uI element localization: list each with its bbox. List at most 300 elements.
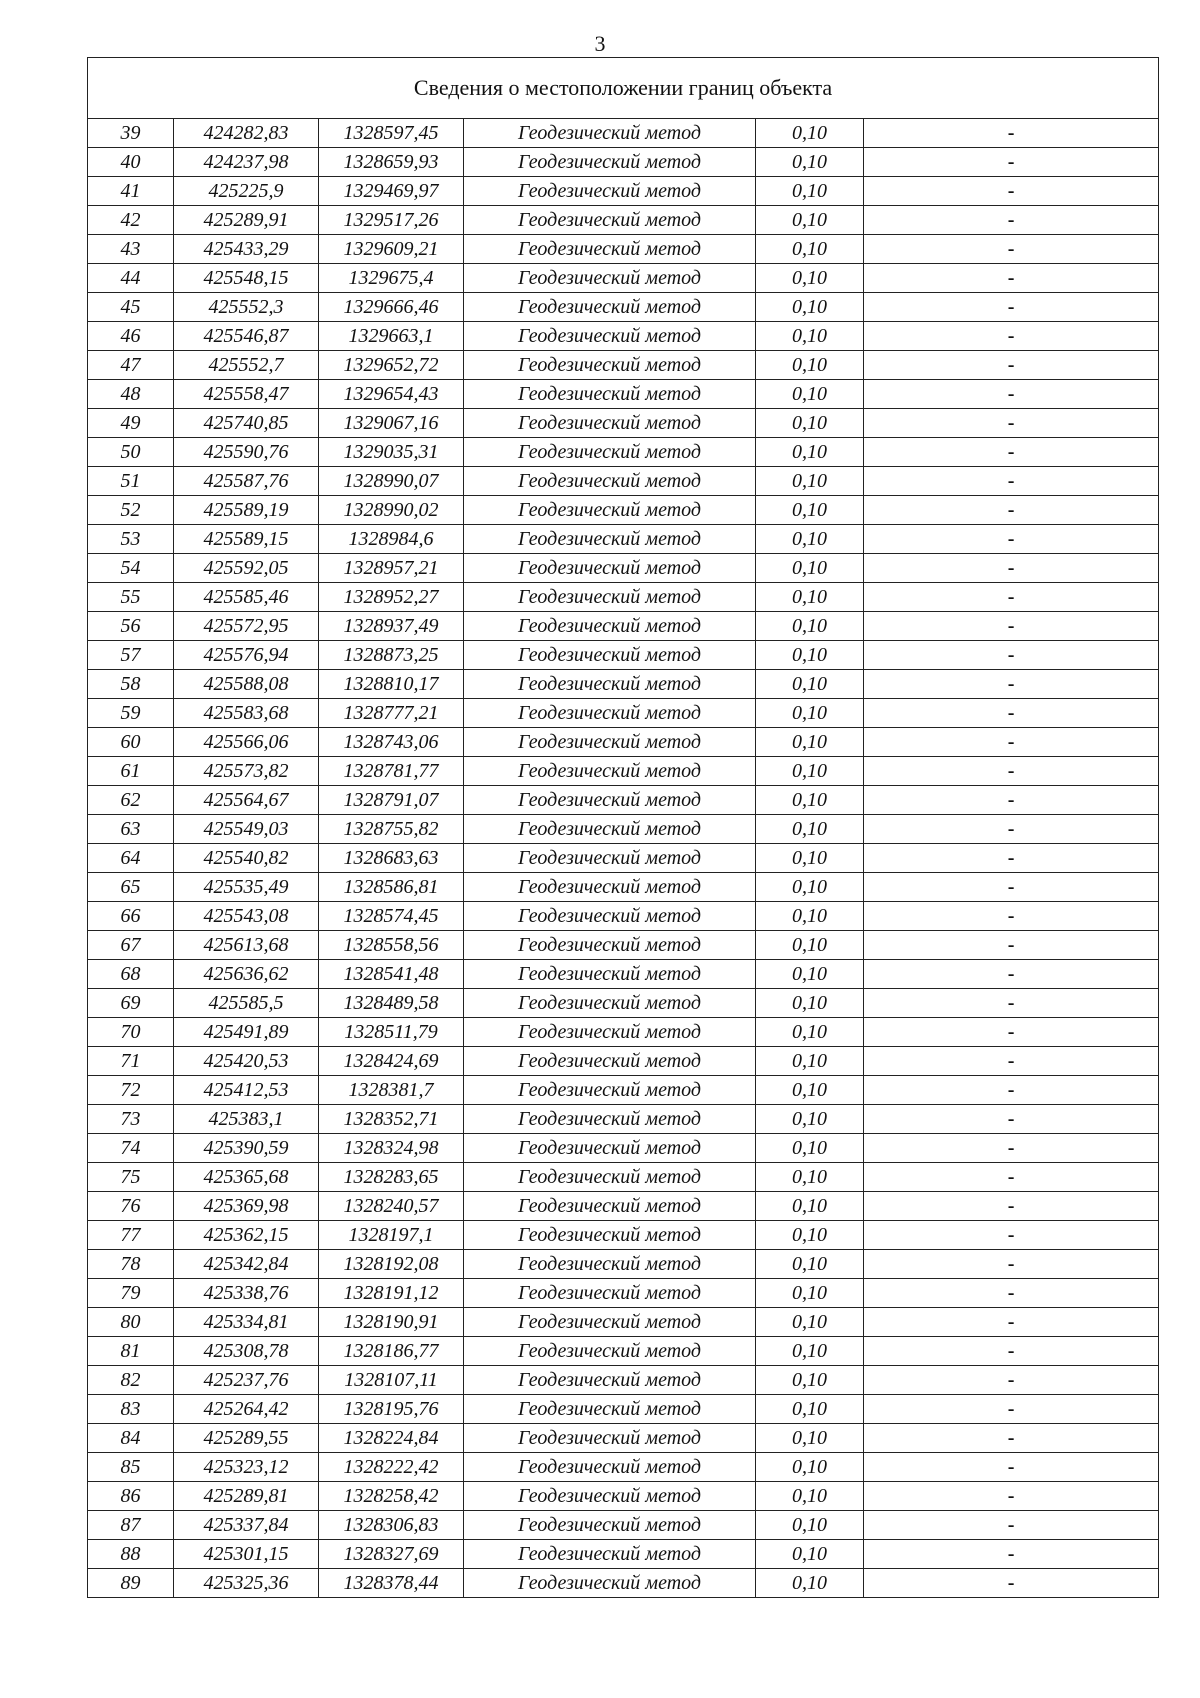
point-number-cell: 47 [88, 351, 174, 380]
point-number-cell: 68 [88, 960, 174, 989]
point-number-cell: 81 [88, 1337, 174, 1366]
table-row [88, 264, 1159, 293]
description-cell: - [864, 1308, 1159, 1337]
method-cell: Геодезический метод [464, 641, 756, 670]
method-cell: Геодезический метод [464, 293, 756, 322]
table-row [88, 119, 1159, 148]
x-coordinate-cell: 425546,87 [174, 322, 319, 351]
table-row [88, 525, 1159, 554]
method-cell: Геодезический метод [464, 786, 756, 815]
method-cell: Геодезический метод [464, 380, 756, 409]
accuracy-cell: 0,10 [756, 148, 864, 177]
y-coordinate-cell: 1328258,42 [319, 1482, 464, 1511]
y-coordinate-cell: 1328224,84 [319, 1424, 464, 1453]
accuracy-cell: 0,10 [756, 1279, 864, 1308]
table-row [88, 989, 1159, 1018]
x-coordinate-cell: 425323,12 [174, 1453, 319, 1482]
accuracy-cell: 0,10 [756, 264, 864, 293]
x-coordinate-cell: 425540,82 [174, 844, 319, 873]
x-coordinate-cell: 425576,94 [174, 641, 319, 670]
description-cell: - [864, 351, 1159, 380]
point-number-cell: 79 [88, 1279, 174, 1308]
boundary-coordinates-table [87, 57, 1159, 1598]
accuracy-cell: 0,10 [756, 931, 864, 960]
method-cell: Геодезический метод [464, 467, 756, 496]
description-cell: - [864, 1511, 1159, 1540]
table-row [88, 612, 1159, 641]
table-row [88, 206, 1159, 235]
y-coordinate-cell: 1328984,6 [319, 525, 464, 554]
y-coordinate-cell: 1329067,16 [319, 409, 464, 438]
table-row [88, 1337, 1159, 1366]
point-number-cell: 89 [88, 1569, 174, 1598]
description-cell: - [864, 1337, 1159, 1366]
description-cell: - [864, 148, 1159, 177]
accuracy-cell: 0,10 [756, 1308, 864, 1337]
table-title: Сведения о местоположении границ объекта [88, 58, 1159, 119]
accuracy-cell: 0,10 [756, 119, 864, 148]
accuracy-cell: 0,10 [756, 844, 864, 873]
table-row [88, 1105, 1159, 1134]
y-coordinate-cell: 1328192,08 [319, 1250, 464, 1279]
y-coordinate-cell: 1328511,79 [319, 1018, 464, 1047]
method-cell: Геодезический метод [464, 206, 756, 235]
method-cell: Геодезический метод [464, 1424, 756, 1453]
description-cell: - [864, 1047, 1159, 1076]
x-coordinate-cell: 425433,29 [174, 235, 319, 264]
point-number-cell: 44 [88, 264, 174, 293]
method-cell: Геодезический метод [464, 554, 756, 583]
point-number-cell: 74 [88, 1134, 174, 1163]
accuracy-cell: 0,10 [756, 1569, 864, 1598]
method-cell: Геодезический метод [464, 1221, 756, 1250]
x-coordinate-cell: 425552,3 [174, 293, 319, 322]
accuracy-cell: 0,10 [756, 496, 864, 525]
y-coordinate-cell: 1328240,57 [319, 1192, 464, 1221]
x-coordinate-cell: 425564,67 [174, 786, 319, 815]
method-cell: Геодезический метод [464, 728, 756, 757]
x-coordinate-cell: 425592,05 [174, 554, 319, 583]
point-number-cell: 50 [88, 438, 174, 467]
y-coordinate-cell: 1328327,69 [319, 1540, 464, 1569]
x-coordinate-cell: 425587,76 [174, 467, 319, 496]
point-number-cell: 41 [88, 177, 174, 206]
y-coordinate-cell: 1329654,43 [319, 380, 464, 409]
y-coordinate-cell: 1328197,1 [319, 1221, 464, 1250]
point-number-cell: 87 [88, 1511, 174, 1540]
x-coordinate-cell: 425558,47 [174, 380, 319, 409]
point-number-cell: 66 [88, 902, 174, 931]
method-cell: Геодезический метод [464, 1279, 756, 1308]
point-number-cell: 55 [88, 583, 174, 612]
method-cell: Геодезический метод [464, 1337, 756, 1366]
x-coordinate-cell: 425338,76 [174, 1279, 319, 1308]
table-row [88, 931, 1159, 960]
table-row [88, 786, 1159, 815]
description-cell: - [864, 670, 1159, 699]
y-coordinate-cell: 1328810,17 [319, 670, 464, 699]
y-coordinate-cell: 1329652,72 [319, 351, 464, 380]
accuracy-cell: 0,10 [756, 1424, 864, 1453]
method-cell: Геодезический метод [464, 1395, 756, 1424]
accuracy-cell: 0,10 [756, 293, 864, 322]
x-coordinate-cell: 425369,98 [174, 1192, 319, 1221]
accuracy-cell: 0,10 [756, 1018, 864, 1047]
method-cell: Геодезический метод [464, 1047, 756, 1076]
y-coordinate-cell: 1329666,46 [319, 293, 464, 322]
x-coordinate-cell: 425383,1 [174, 1105, 319, 1134]
x-coordinate-cell: 425289,91 [174, 206, 319, 235]
description-cell: - [864, 264, 1159, 293]
method-cell: Геодезический метод [464, 960, 756, 989]
accuracy-cell: 0,10 [756, 1540, 864, 1569]
y-coordinate-cell: 1328283,65 [319, 1163, 464, 1192]
description-cell: - [864, 496, 1159, 525]
accuracy-cell: 0,10 [756, 322, 864, 351]
y-coordinate-cell: 1328743,06 [319, 728, 464, 757]
table-row [88, 1540, 1159, 1569]
accuracy-cell: 0,10 [756, 1366, 864, 1395]
accuracy-cell: 0,10 [756, 699, 864, 728]
x-coordinate-cell: 425636,62 [174, 960, 319, 989]
y-coordinate-cell: 1328586,81 [319, 873, 464, 902]
accuracy-cell: 0,10 [756, 757, 864, 786]
method-cell: Геодезический метод [464, 815, 756, 844]
point-number-cell: 48 [88, 380, 174, 409]
description-cell: - [864, 1366, 1159, 1395]
description-cell: - [864, 583, 1159, 612]
method-cell: Геодезический метод [464, 235, 756, 264]
y-coordinate-cell: 1328791,07 [319, 786, 464, 815]
y-coordinate-cell: 1329517,26 [319, 206, 464, 235]
point-number-cell: 57 [88, 641, 174, 670]
table-row [88, 844, 1159, 873]
point-number-cell: 46 [88, 322, 174, 351]
method-cell: Геодезический метод [464, 699, 756, 728]
table-row [88, 1192, 1159, 1221]
description-cell: - [864, 1192, 1159, 1221]
description-cell: - [864, 206, 1159, 235]
x-coordinate-cell: 425325,36 [174, 1569, 319, 1598]
description-cell: - [864, 641, 1159, 670]
method-cell: Геодезический метод [464, 409, 756, 438]
method-cell: Геодезический метод [464, 351, 756, 380]
x-coordinate-cell: 425543,08 [174, 902, 319, 931]
accuracy-cell: 0,10 [756, 989, 864, 1018]
table-row [88, 641, 1159, 670]
table-row [88, 235, 1159, 264]
method-cell: Геодезический метод [464, 1308, 756, 1337]
y-coordinate-cell: 1329469,97 [319, 177, 464, 206]
point-number-cell: 75 [88, 1163, 174, 1192]
accuracy-cell: 0,10 [756, 612, 864, 641]
method-cell: Геодезический метод [464, 1192, 756, 1221]
method-cell: Геодезический метод [464, 1018, 756, 1047]
method-cell: Геодезический метод [464, 873, 756, 902]
description-cell: - [864, 1424, 1159, 1453]
table-row [88, 1047, 1159, 1076]
accuracy-cell: 0,10 [756, 1395, 864, 1424]
point-number-cell: 65 [88, 873, 174, 902]
point-number-cell: 45 [88, 293, 174, 322]
description-cell: - [864, 786, 1159, 815]
accuracy-cell: 0,10 [756, 873, 864, 902]
x-coordinate-cell: 425264,42 [174, 1395, 319, 1424]
method-cell: Геодезический метод [464, 1482, 756, 1511]
x-coordinate-cell: 425549,03 [174, 815, 319, 844]
description-cell: - [864, 960, 1159, 989]
y-coordinate-cell: 1328659,93 [319, 148, 464, 177]
table-row [88, 438, 1159, 467]
accuracy-cell: 0,10 [756, 1511, 864, 1540]
point-number-cell: 78 [88, 1250, 174, 1279]
x-coordinate-cell: 425362,15 [174, 1221, 319, 1250]
point-number-cell: 54 [88, 554, 174, 583]
method-cell: Геодезический метод [464, 1569, 756, 1598]
point-number-cell: 51 [88, 467, 174, 496]
point-number-cell: 58 [88, 670, 174, 699]
point-number-cell: 59 [88, 699, 174, 728]
x-coordinate-cell: 425412,53 [174, 1076, 319, 1105]
y-coordinate-cell: 1328873,25 [319, 641, 464, 670]
table-row [88, 1453, 1159, 1482]
method-cell: Геодезический метод [464, 902, 756, 931]
description-cell: - [864, 1395, 1159, 1424]
point-number-cell: 56 [88, 612, 174, 641]
method-cell: Геодезический метод [464, 757, 756, 786]
y-coordinate-cell: 1328352,71 [319, 1105, 464, 1134]
method-cell: Геодезический метод [464, 1511, 756, 1540]
x-coordinate-cell: 425585,46 [174, 583, 319, 612]
description-cell: - [864, 1453, 1159, 1482]
description-cell: - [864, 235, 1159, 264]
accuracy-cell: 0,10 [756, 902, 864, 931]
accuracy-cell: 0,10 [756, 235, 864, 264]
x-coordinate-cell: 425552,7 [174, 351, 319, 380]
point-number-cell: 39 [88, 119, 174, 148]
method-cell: Геодезический метод [464, 148, 756, 177]
method-cell: Геодезический метод [464, 1076, 756, 1105]
method-cell: Геодезический метод [464, 177, 756, 206]
table-row [88, 380, 1159, 409]
description-cell: - [864, 1482, 1159, 1511]
point-number-cell: 62 [88, 786, 174, 815]
method-cell: Геодезический метод [464, 844, 756, 873]
method-cell: Геодезический метод [464, 525, 756, 554]
table-row [88, 496, 1159, 525]
y-coordinate-cell: 1328489,58 [319, 989, 464, 1018]
description-cell: - [864, 699, 1159, 728]
description-cell: - [864, 119, 1159, 148]
point-number-cell: 71 [88, 1047, 174, 1076]
y-coordinate-cell: 1328957,21 [319, 554, 464, 583]
description-cell: - [864, 177, 1159, 206]
description-cell: - [864, 1250, 1159, 1279]
method-cell: Геодезический метод [464, 931, 756, 960]
y-coordinate-cell: 1329035,31 [319, 438, 464, 467]
x-coordinate-cell: 425237,76 [174, 1366, 319, 1395]
method-cell: Геодезический метод [464, 1366, 756, 1395]
x-coordinate-cell: 425491,89 [174, 1018, 319, 1047]
description-cell: - [864, 728, 1159, 757]
x-coordinate-cell: 425585,5 [174, 989, 319, 1018]
accuracy-cell: 0,10 [756, 1105, 864, 1134]
y-coordinate-cell: 1328186,77 [319, 1337, 464, 1366]
point-number-cell: 86 [88, 1482, 174, 1511]
x-coordinate-cell: 425390,59 [174, 1134, 319, 1163]
point-number-cell: 85 [88, 1453, 174, 1482]
x-coordinate-cell: 424237,98 [174, 148, 319, 177]
table-row [88, 815, 1159, 844]
x-coordinate-cell: 425334,81 [174, 1308, 319, 1337]
method-cell: Геодезический метод [464, 1134, 756, 1163]
accuracy-cell: 0,10 [756, 177, 864, 206]
table-row [88, 1424, 1159, 1453]
table-row [88, 1366, 1159, 1395]
table-row [88, 960, 1159, 989]
method-cell: Геодезический метод [464, 1105, 756, 1134]
point-number-cell: 52 [88, 496, 174, 525]
point-number-cell: 64 [88, 844, 174, 873]
x-coordinate-cell: 425308,78 [174, 1337, 319, 1366]
method-cell: Геодезический метод [464, 438, 756, 467]
table-row [88, 1511, 1159, 1540]
description-cell: - [864, 438, 1159, 467]
point-number-cell: 70 [88, 1018, 174, 1047]
description-cell: - [864, 902, 1159, 931]
description-cell: - [864, 1018, 1159, 1047]
method-cell: Геодезический метод [464, 496, 756, 525]
x-coordinate-cell: 425613,68 [174, 931, 319, 960]
description-cell: - [864, 1221, 1159, 1250]
y-coordinate-cell: 1328755,82 [319, 815, 464, 844]
accuracy-cell: 0,10 [756, 786, 864, 815]
y-coordinate-cell: 1328990,02 [319, 496, 464, 525]
point-number-cell: 67 [88, 931, 174, 960]
accuracy-cell: 0,10 [756, 1453, 864, 1482]
x-coordinate-cell: 425301,15 [174, 1540, 319, 1569]
x-coordinate-cell: 425566,06 [174, 728, 319, 757]
point-number-cell: 82 [88, 1366, 174, 1395]
x-coordinate-cell: 425589,19 [174, 496, 319, 525]
table-row [88, 699, 1159, 728]
point-number-cell: 53 [88, 525, 174, 554]
description-cell: - [864, 409, 1159, 438]
table-row [88, 177, 1159, 206]
description-cell: - [864, 931, 1159, 960]
point-number-cell: 88 [88, 1540, 174, 1569]
description-cell: - [864, 1540, 1159, 1569]
method-cell: Геодезический метод [464, 583, 756, 612]
point-number-cell: 63 [88, 815, 174, 844]
x-coordinate-cell: 425740,85 [174, 409, 319, 438]
point-number-cell: 61 [88, 757, 174, 786]
method-cell: Геодезический метод [464, 989, 756, 1018]
method-cell: Геодезический метод [464, 1540, 756, 1569]
accuracy-cell: 0,10 [756, 670, 864, 699]
accuracy-cell: 0,10 [756, 1221, 864, 1250]
y-coordinate-cell: 1328683,63 [319, 844, 464, 873]
accuracy-cell: 0,10 [756, 351, 864, 380]
method-cell: Геодезический метод [464, 322, 756, 351]
method-cell: Геодезический метод [464, 119, 756, 148]
table-row [88, 1163, 1159, 1192]
y-coordinate-cell: 1328195,76 [319, 1395, 464, 1424]
description-cell: - [864, 467, 1159, 496]
accuracy-cell: 0,10 [756, 380, 864, 409]
y-coordinate-cell: 1329675,4 [319, 264, 464, 293]
table-row [88, 322, 1159, 351]
point-number-cell: 42 [88, 206, 174, 235]
table-title-row [88, 58, 1159, 119]
x-coordinate-cell: 425573,82 [174, 757, 319, 786]
accuracy-cell: 0,10 [756, 206, 864, 235]
y-coordinate-cell: 1328378,44 [319, 1569, 464, 1598]
table-row [88, 1250, 1159, 1279]
x-coordinate-cell: 425289,55 [174, 1424, 319, 1453]
description-cell: - [864, 989, 1159, 1018]
accuracy-cell: 0,10 [756, 960, 864, 989]
table-row [88, 670, 1159, 699]
accuracy-cell: 0,10 [756, 641, 864, 670]
point-number-cell: 80 [88, 1308, 174, 1337]
y-coordinate-cell: 1328952,27 [319, 583, 464, 612]
table-row [88, 293, 1159, 322]
point-number-cell: 77 [88, 1221, 174, 1250]
description-cell: - [864, 293, 1159, 322]
y-coordinate-cell: 1328324,98 [319, 1134, 464, 1163]
x-coordinate-cell: 424282,83 [174, 119, 319, 148]
x-coordinate-cell: 425289,81 [174, 1482, 319, 1511]
accuracy-cell: 0,10 [756, 1047, 864, 1076]
table-row [88, 1279, 1159, 1308]
table-row [88, 1134, 1159, 1163]
accuracy-cell: 0,10 [756, 815, 864, 844]
description-cell: - [864, 757, 1159, 786]
table-row [88, 583, 1159, 612]
accuracy-cell: 0,10 [756, 1250, 864, 1279]
point-number-cell: 69 [88, 989, 174, 1018]
method-cell: Геодезический метод [464, 612, 756, 641]
table-row [88, 554, 1159, 583]
table-row [88, 1569, 1159, 1598]
table-row [88, 1482, 1159, 1511]
table-row [88, 757, 1159, 786]
description-cell: - [864, 1105, 1159, 1134]
accuracy-cell: 0,10 [756, 583, 864, 612]
point-number-cell: 73 [88, 1105, 174, 1134]
y-coordinate-cell: 1328381,7 [319, 1076, 464, 1105]
accuracy-cell: 0,10 [756, 554, 864, 583]
table-row [88, 1076, 1159, 1105]
accuracy-cell: 0,10 [756, 438, 864, 467]
accuracy-cell: 0,10 [756, 409, 864, 438]
x-coordinate-cell: 425337,84 [174, 1511, 319, 1540]
table-row [88, 467, 1159, 496]
y-coordinate-cell: 1328190,91 [319, 1308, 464, 1337]
description-cell: - [864, 525, 1159, 554]
y-coordinate-cell: 1328558,56 [319, 931, 464, 960]
x-coordinate-cell: 425588,08 [174, 670, 319, 699]
y-coordinate-cell: 1328306,83 [319, 1511, 464, 1540]
table-row [88, 1221, 1159, 1250]
point-number-cell: 84 [88, 1424, 174, 1453]
description-cell: - [864, 554, 1159, 583]
table-body [88, 58, 1159, 1598]
table-row [88, 873, 1159, 902]
point-number-cell: 72 [88, 1076, 174, 1105]
method-cell: Геодезический метод [464, 1453, 756, 1482]
